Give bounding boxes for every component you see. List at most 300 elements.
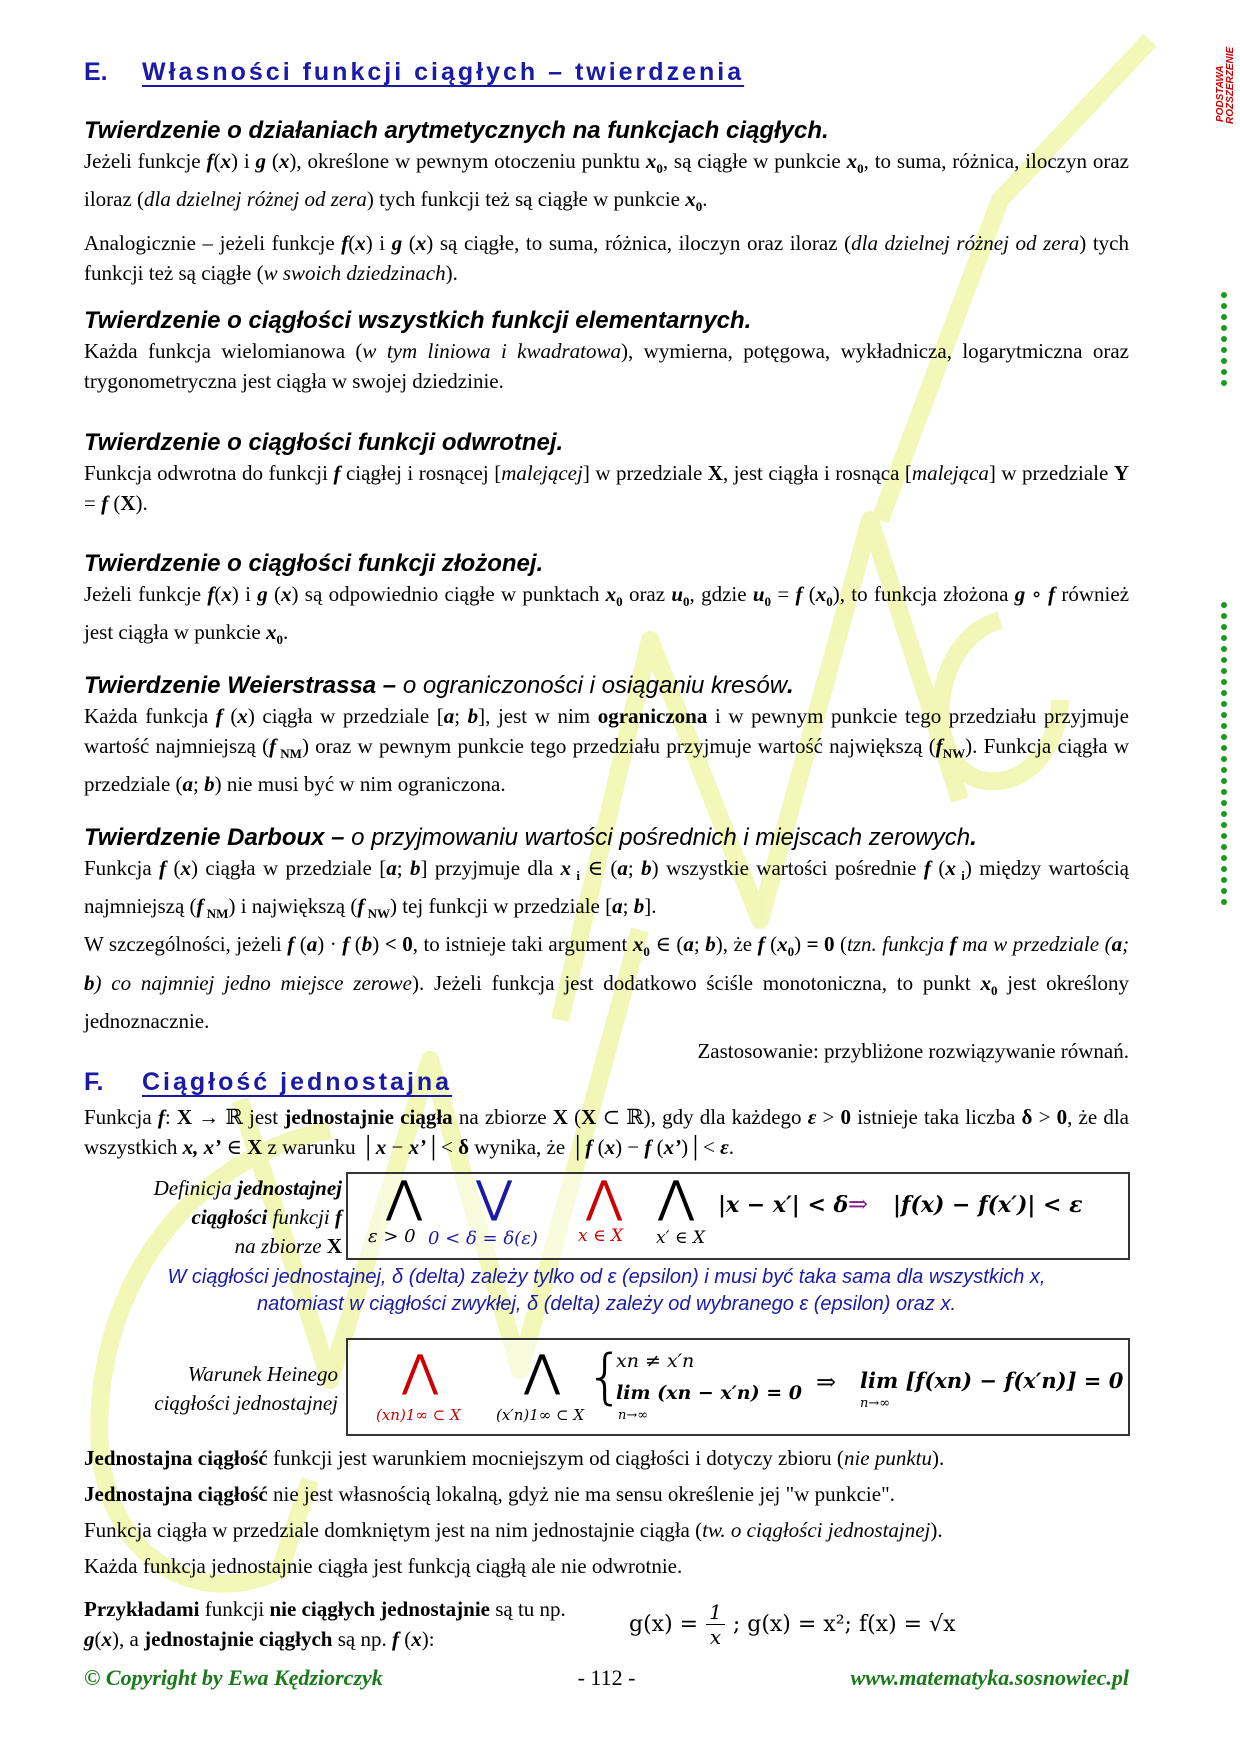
text-run: NM — [203, 906, 229, 922]
heine-seq-1: (xn)1∞ ⊂ X — [376, 1406, 461, 1424]
margin-dot — [1221, 844, 1227, 850]
text-run: , to istnieje taki argument — [412, 932, 633, 957]
text-run: , gdzie — [689, 582, 753, 606]
text-run: b — [361, 932, 373, 957]
text-run: f — [341, 231, 349, 256]
text-run: ). Funkcja ciągła w przedziale ( — [84, 734, 1129, 797]
text-run: f — [342, 932, 350, 957]
text-run: ( — [348, 231, 356, 256]
uniform-definition-paragraph — [84, 1102, 1129, 1162]
text-run: ). — [445, 261, 458, 286]
text-run: na zbiorze — [452, 1105, 553, 1129]
theorem-elementary — [84, 306, 1129, 396]
text-run: ) oraz w pewnym punkcie tego przedziału przyjmuje wartość największą ( — [301, 734, 936, 758]
text-run: b — [467, 704, 479, 728]
text-run: f — [1048, 582, 1056, 606]
implies-arrow: ⇒ — [848, 1192, 869, 1218]
text-run: : — [164, 1105, 177, 1129]
text-run: f — [391, 1627, 399, 1651]
text-run: Każda funkcja jednostajnie ciągła jest funkcją ciągłą ale nie odwrotnie. — [84, 1554, 683, 1578]
text-run: , jest ciągła i rosnąca [ — [722, 461, 912, 485]
text-run: x — [980, 970, 991, 995]
definition-box — [346, 1172, 1130, 1260]
def-quant-epsilon: ε > 0 — [368, 1226, 416, 1247]
text-run: ). — [135, 491, 148, 515]
text-run: ε — [720, 1135, 729, 1159]
text-run: tzn. funkcja — [847, 932, 950, 957]
text-run: ( — [94, 1627, 102, 1651]
text-run: ) wszystkie wartości pośrednie — [651, 856, 924, 880]
text-run: ). — [930, 1518, 943, 1542]
text-run: a — [182, 772, 194, 797]
text-run: f — [206, 149, 214, 173]
examples-formulas — [629, 1600, 1129, 1649]
weierstrass-name: Twierdzenie Weierstrassa – — [84, 672, 397, 699]
text-run: ∈ — [221, 1135, 248, 1159]
margin-dot — [1221, 745, 1227, 751]
margin-dot — [1221, 701, 1227, 707]
text-run: , że dla wszystkich — [84, 1105, 1129, 1159]
text-run: ) i największą ( — [228, 894, 358, 919]
text-run: Jeżeli funkcje — [84, 149, 207, 173]
margin-dot — [1221, 877, 1227, 883]
text-run: x — [560, 856, 571, 880]
margin-dot — [1221, 646, 1227, 652]
margin-dot — [1221, 778, 1227, 784]
text-run: jest określony jednoznacznie. — [84, 970, 1129, 1033]
heine-conclusion: lim [f(xn) − f(x′n)] = 0 — [860, 1368, 1124, 1393]
text-run: 0 — [787, 944, 795, 960]
brace-icon: { — [586, 1342, 625, 1412]
delta-note — [84, 1264, 1129, 1318]
text-run: Funkcja ciągła w przedziale domkniętym jest na nim jednostajnie ciągła ( — [84, 1518, 703, 1542]
text-run: )│< — [681, 1135, 721, 1159]
text-run: W szczególności, jeżeli — [84, 932, 288, 957]
text-run: < 0 — [384, 932, 413, 957]
text-run: f — [923, 856, 931, 880]
text-run: ) i — [231, 582, 258, 606]
theorem-inverse-title: Twierdzenie o ciągłości funkcji odwrotnej. — [84, 429, 564, 456]
text-run: NW — [942, 746, 966, 762]
theorem-composite — [84, 549, 1129, 655]
text-run: a — [306, 932, 318, 957]
text-run: ( — [213, 149, 221, 173]
text-run: 0 — [1056, 1105, 1068, 1129]
margin-dot — [1221, 855, 1227, 861]
text-run: w tym liniowa i kwadratowa — [362, 339, 622, 363]
text-run: b — [409, 856, 421, 880]
weierstrass-dot: . — [787, 672, 794, 699]
text-run: ∈ ( — [649, 932, 684, 957]
text-run: 0 — [990, 982, 998, 998]
text-run: x — [632, 932, 644, 957]
theorem-arithmetic-text-2 — [84, 228, 1129, 288]
text-run: i — [571, 868, 581, 884]
margin-dot — [1221, 635, 1227, 641]
text-run: x — [221, 582, 232, 606]
examples-text — [84, 1594, 604, 1654]
ex-fraction — [706, 1600, 725, 1649]
ex-rest: ; g(x) = x²; f(x) = √x — [732, 1612, 956, 1637]
text-run: nie punktu — [843, 1446, 932, 1470]
text-run: x — [375, 1135, 387, 1159]
definition-label — [84, 1174, 342, 1261]
text-run: b — [84, 970, 95, 995]
text-run: ( — [764, 932, 778, 957]
text-run: x — [815, 582, 827, 606]
text-run: 0 — [826, 594, 833, 610]
text-run: x — [355, 231, 366, 256]
margin-dot — [1221, 789, 1227, 795]
text-run: 0 — [616, 594, 623, 610]
text-run: u — [671, 582, 684, 606]
text-run: a — [683, 932, 694, 957]
text-run: Funkcja — [84, 856, 160, 880]
text-run: 0 — [276, 632, 283, 648]
text-run: x — [237, 704, 248, 728]
text-run: ( — [402, 231, 416, 256]
text-run: . — [728, 1135, 734, 1159]
text-run: ), to funkcja złożona — [832, 582, 1015, 606]
text-run: f — [287, 932, 295, 957]
theorem-weierstrass — [84, 671, 1129, 799]
def-label-2b: funkcji — [272, 1205, 330, 1229]
text-run: . — [702, 187, 708, 212]
text-run: ) ciągła w przedziale [ — [247, 704, 444, 728]
text-run: ∈ ( — [580, 856, 618, 880]
text-run: X — [120, 491, 136, 515]
text-run: ) · — [317, 932, 343, 957]
section-e-title: Własności funkcji ciągłych – twierdzenia — [142, 58, 745, 86]
text-run: ( — [1104, 932, 1112, 957]
text-run: x’ — [663, 1135, 682, 1159]
theorem-inverse — [84, 428, 1129, 518]
heine-label-1: Warunek Heinego — [187, 1362, 338, 1386]
forall-xprime-icon: ⋀ — [658, 1172, 695, 1223]
margin-dot — [1221, 800, 1227, 806]
text-run: b — [705, 932, 716, 957]
text-run: ⊂ ℝ), gdy dla każdego — [596, 1105, 808, 1129]
text-run: ) tych funkcji też są ciągłe w punkcie — [366, 187, 686, 212]
text-run: x — [945, 856, 956, 880]
text-run: Jednostajna ciągłość — [84, 1482, 268, 1506]
text-run: Analogicznie – jeżeli funkcje — [84, 231, 342, 256]
text-run: funkcji — [199, 1597, 270, 1621]
remark-2 — [84, 1479, 1129, 1509]
theorem-darboux-note: Zastosowanie: przybliżone rozwiązywanie równań. — [697, 1038, 1129, 1063]
margin-dot — [1221, 668, 1227, 674]
ex-g1-left: g(x) = — [629, 1612, 699, 1637]
text-run: a — [612, 894, 623, 919]
text-run: ( — [267, 582, 282, 606]
text-run: funkcji jest warunkiem mocniejszym od ciągłości i dotyczy zbioru ( — [267, 1446, 844, 1470]
text-run: g — [257, 582, 268, 606]
text-run: Funkcja odwrotna do funkcji — [84, 461, 334, 485]
text-run: , są ciągłe w punkcie — [662, 149, 847, 173]
margin-dot — [1221, 380, 1227, 386]
text-run: ) są odpowiednio ciągłe w punktach — [291, 582, 606, 606]
margin-dots-upper — [1221, 292, 1227, 391]
margin-dot — [1221, 899, 1227, 905]
text-run: b — [633, 894, 645, 919]
text-run: ; — [396, 856, 410, 880]
text-run: ; — [622, 894, 634, 919]
text-run: f — [757, 932, 765, 957]
text-run: ( — [592, 1135, 605, 1159]
text-run: f — [644, 1135, 652, 1159]
margin-dot — [1221, 347, 1227, 353]
text-run: x — [278, 149, 290, 173]
text-run: ; — [1122, 932, 1130, 957]
text-run: − — [386, 1135, 409, 1159]
text-run: → ℝ jest — [192, 1105, 285, 1129]
text-run: i w pewnym punkcie tego przedziału przyjmuje wartość najmniejszą ( — [84, 704, 1129, 758]
theorem-darboux-title — [84, 823, 1129, 853]
text-run: ), a — [112, 1627, 145, 1651]
text-run: x — [604, 1135, 616, 1159]
def-label-1b: jednostajnej — [236, 1176, 342, 1200]
text-run: 0 — [840, 1105, 852, 1129]
text-run: f — [935, 734, 943, 758]
section-e-letter: E. — [84, 58, 108, 86]
text-run: δ — [458, 1135, 469, 1159]
heine-seq-2: (x′n)1∞ ⊂ X — [496, 1406, 585, 1424]
margin-dot — [1221, 756, 1227, 762]
def-label-2c: f — [335, 1205, 342, 1229]
text-run: ( — [214, 582, 222, 606]
margin-dot — [1221, 822, 1227, 828]
text-run: ograniczona — [597, 704, 708, 728]
def-label-3: na zbiorze — [234, 1234, 322, 1258]
heine-cond-2: lim (xn − x′n) = 0 — [616, 1382, 802, 1404]
remark-4 — [84, 1551, 1129, 1581]
text-run: ( — [294, 932, 307, 957]
text-run: x — [411, 1627, 422, 1651]
text-run: ∘ — [1025, 582, 1049, 606]
text-run: 0 — [656, 161, 663, 177]
margin-dot — [1221, 833, 1227, 839]
section-f-heading — [84, 1068, 1129, 1097]
text-run: f — [585, 1135, 593, 1159]
text-run: f — [215, 704, 223, 728]
text-run: , to suma, różnica, iloczyn oraz iloraz ( — [84, 149, 1129, 212]
section-f-title: Ciągłość jednostajna — [142, 1068, 453, 1096]
text-run: ; — [627, 856, 642, 880]
margin-dot — [1221, 303, 1227, 309]
text-run: Jeżeli funkcje — [84, 582, 208, 606]
text-run: Jednostajna ciągłość — [84, 1446, 268, 1470]
text-run: z warunku │ — [262, 1135, 376, 1159]
text-run: ) co najmniej jedno miejsce zerowe — [94, 970, 412, 995]
heine-forall-2-icon: ⋀ — [524, 1346, 561, 1397]
heine-forall-1-icon: ⋀ — [402, 1346, 439, 1397]
text-run: ), że — [715, 932, 758, 957]
text-run: a — [386, 856, 397, 880]
text-run: 0 — [643, 944, 650, 960]
margin-dot — [1221, 336, 1227, 342]
def-quant-xprime: x′ ∈ X — [656, 1228, 705, 1248]
margin-dot — [1221, 657, 1227, 663]
text-run: ] w przedziale — [582, 461, 708, 485]
text-run: jednostajnie ciągła — [284, 1105, 453, 1129]
text-run: g — [255, 149, 267, 173]
theorem-arithmetic-text-1 — [84, 146, 1129, 222]
text-run: f — [101, 491, 109, 515]
section-f-letter: F. — [84, 1068, 104, 1096]
text-run: są np. — [332, 1627, 392, 1651]
heine-label-2: ciągłości jednostajnej — [154, 1391, 338, 1415]
text-run: ), określone w pewnym otoczeniu punktu — [289, 149, 646, 173]
text-run: malejąca — [911, 461, 989, 485]
text-run: x — [281, 582, 292, 606]
text-run: ( — [398, 1627, 412, 1651]
heine-conclusion-sub: n→∞ — [860, 1396, 891, 1411]
text-run: x, x’ — [182, 1135, 222, 1159]
theorem-elementary-text — [84, 336, 1129, 396]
section-e-heading — [84, 58, 1129, 87]
text-run: ) są ciągłe, to suma, różnica, iloczyn oraz iloraz ( — [426, 231, 852, 256]
delta-note-line-2: natomiast w ciągłości zwykłej, δ (delta) zależy od wybranego ε (epsilon) oraz x. — [256, 1293, 957, 1315]
text-run: x — [265, 620, 277, 645]
text-run: tw. o ciągłości jednostajnej — [702, 1518, 931, 1542]
margin-dot — [1221, 734, 1227, 740]
side-label-rozszerzenie: ROZSZERZENIE — [1225, 46, 1235, 124]
text-run: ) nie musi być w nim ograniczona. — [214, 772, 506, 797]
text-run: X — [552, 1105, 568, 1129]
text-run: ) − — [615, 1135, 645, 1159]
text-run: ) tej funkcji w przedziale [ — [389, 894, 613, 919]
text-run: f — [159, 856, 167, 880]
text-run: ( — [567, 1105, 582, 1129]
text-run: u — [752, 582, 765, 606]
text-run: > — [1032, 1105, 1057, 1129]
theorem-composite-title: Twierdzenie o ciągłości funkcji złożonej. — [84, 550, 544, 577]
text-run: ( — [266, 149, 279, 173]
text-run: wynika, że │ — [468, 1135, 586, 1159]
text-run: nie jest własnością lokalną, gdyż nie ma sensu określenie jej "w punkcie". — [267, 1482, 895, 1506]
text-run: ( — [349, 932, 362, 957]
theorem-arithmetic — [84, 116, 1129, 288]
text-run: Funkcja — [84, 1105, 158, 1129]
margin-dot — [1221, 888, 1227, 894]
text-run: a — [1111, 932, 1123, 957]
text-run: ] w przedziale — [988, 461, 1114, 485]
text-run: ( — [166, 856, 181, 880]
text-run: NW — [364, 906, 390, 922]
text-run: ( — [222, 704, 238, 728]
theorem-composite-text — [84, 579, 1129, 655]
margin-dot — [1221, 613, 1227, 619]
text-run: f — [196, 894, 204, 919]
ex-fraction-num: 1 — [706, 1600, 725, 1625]
text-run: f — [795, 582, 803, 606]
text-run: malejącej — [501, 461, 583, 485]
text-run: również jest ciągła w punkcie — [84, 582, 1130, 645]
text-run: g — [84, 1627, 95, 1651]
text-run: ( — [834, 932, 848, 957]
ex-fraction-den: x — [709, 1625, 722, 1649]
side-label-podstawa: PODSTAWA — [1215, 65, 1226, 122]
delta-note-line-1: W ciągłości jednostajnej, δ (delta) zależy tylko od ε (epsilon) i musi być taka sama dla wszystkich x, — [167, 1266, 1046, 1288]
text-run: 0 — [695, 199, 703, 215]
text-run: Przykładami — [84, 1597, 200, 1621]
side-label — [1213, 44, 1235, 124]
text-run: ). — [932, 1446, 945, 1470]
examples — [84, 1594, 604, 1654]
margin-dot — [1221, 866, 1227, 872]
margin-dot — [1221, 314, 1227, 320]
margin-dot — [1221, 679, 1227, 685]
text-run: g — [1014, 582, 1026, 606]
theorem-inverse-text — [84, 458, 1129, 518]
heine-cond-1: xn ≠ x′n — [616, 1350, 695, 1372]
text-run: 0 — [764, 594, 772, 610]
text-run: są tu np. — [489, 1597, 566, 1621]
darboux-name: Twierdzenie Darboux – — [84, 824, 345, 851]
text-run: ], jest w nim — [478, 704, 598, 728]
text-run: = — [771, 582, 796, 606]
theorem-weierstrass-text — [84, 701, 1129, 799]
text-run: x — [180, 856, 191, 880]
forall-x-icon: ⋀ — [586, 1172, 623, 1223]
text-run: dla dzielnej różnej od zera — [851, 231, 1080, 256]
heine-cond-2-sub: n→∞ — [618, 1408, 649, 1423]
text-run: ): — [421, 1627, 435, 1651]
text-run: NM — [276, 746, 302, 762]
def-quant-delta: 0 < δ = δ(ε) — [428, 1228, 538, 1249]
text-run: ; — [193, 772, 205, 797]
text-run: Y — [1113, 461, 1129, 485]
text-run: 0 — [683, 594, 690, 610]
def-label-3b: X — [326, 1234, 342, 1258]
margin-dot — [1221, 325, 1227, 331]
theorem-elementary-title: Twierdzenie o ciągłości wszystkich funkcji elementarnych. — [84, 307, 752, 334]
text-run: x — [220, 149, 231, 173]
footer-website-link[interactable]: www.matematyka.sosnowiec.pl — [850, 1665, 1129, 1690]
uniform-remarks — [84, 1443, 1129, 1581]
theorem-darboux — [84, 823, 1129, 1066]
heine-label — [84, 1360, 338, 1418]
footer-copyright: © Copyright by Ewa Kędziorczyk — [84, 1665, 383, 1690]
text-run: dla dzielnej różnej od zera — [144, 187, 367, 212]
text-run: ). Jeżeli funkcja jest dodatkowo ściśle monotoniczna, to punkt — [412, 970, 981, 995]
text-run: x — [685, 187, 696, 212]
text-run: f — [207, 582, 215, 606]
text-run: │< — [426, 1135, 459, 1159]
text-run: g — [391, 231, 403, 256]
def-conclusion: |f(x) − f(x′)| < ε — [893, 1192, 1083, 1218]
text-run: ; — [693, 932, 706, 957]
text-run: > — [816, 1105, 841, 1129]
text-run: ) i — [230, 149, 256, 173]
remark-3 — [84, 1515, 1129, 1545]
def-label-1: Definicja — [153, 1176, 232, 1200]
margin-dot — [1221, 723, 1227, 729]
margin-dot — [1221, 811, 1227, 817]
text-run: x — [645, 149, 657, 173]
text-run: X — [176, 1105, 193, 1129]
darboux-subtitle: o przyjmowaniu wartości pośrednich i miejscach zerowych — [344, 824, 971, 851]
theorem-darboux-text-1 — [84, 853, 1129, 929]
text-run: ( — [108, 491, 121, 515]
text-run: x — [415, 231, 427, 256]
text-run: a — [617, 856, 628, 880]
margin-dot — [1221, 369, 1227, 375]
text-run: f — [333, 461, 341, 485]
text-run: ) między wartością najmniejszą ( — [84, 856, 1129, 919]
text-run: b — [204, 772, 215, 797]
text-run: ; — [454, 704, 468, 728]
